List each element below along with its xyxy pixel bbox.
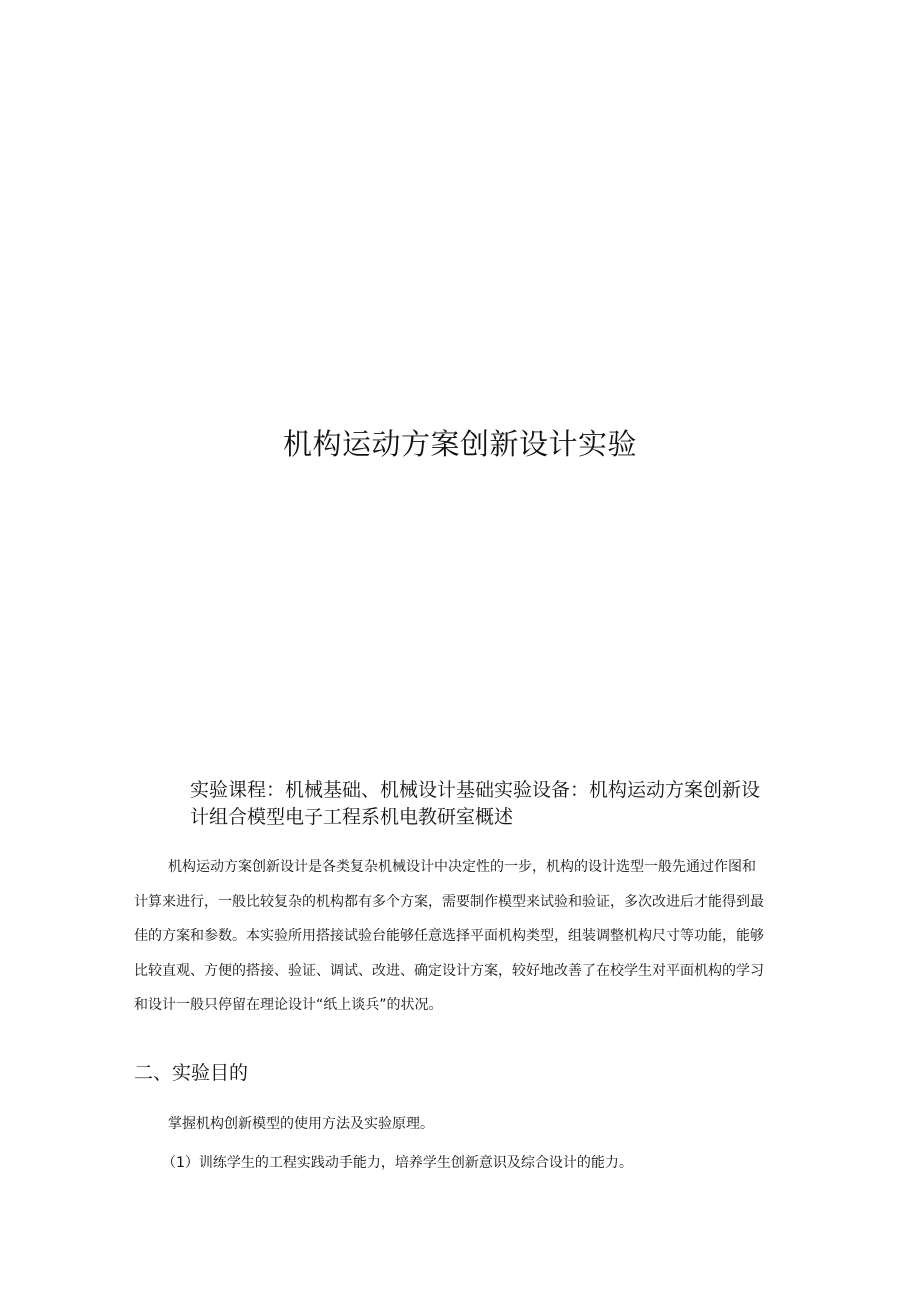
overview-line: 计算来进行，一般比较复杂的机构都有多个方案，需要制作模型来试验和验证，多次改进后才能得到最	[134, 893, 764, 910]
overview-line: 佳的方案和参数。本实验所用搭接试验台能够任意选择平面机构类型，组装调整机构尺寸等功能，能够	[134, 928, 764, 944]
course-info-line: 实验课程：机械基础、机械设计基础实验设备：机构运动方案创新设	[190, 779, 761, 801]
course-info-line: 计组合模型电子工程系机电教研室概述	[190, 806, 514, 828]
course-info	[190, 777, 790, 831]
overview-line: 比较直观、方便的搭接、验证、调试、改进、确定设计方案，较好地改善了在校学生对平面机构的学习	[134, 962, 764, 979]
overview-paragraph	[134, 850, 794, 1023]
purpose-line: 掌握机构创新模型的使用方法及实验原理。	[168, 1116, 434, 1132]
overview-line: 和设计一般只停留在理论设计“纸上谈兵”的状况。	[134, 997, 443, 1013]
section-heading: 二、实验目的	[134, 1062, 249, 1084]
document-title: 机构运动方案创新设计实验	[282, 427, 637, 461]
purpose-line: （1）训练学生的工程实践动手能力，培养学生创新意识及综合设计的能力。	[162, 1155, 633, 1171]
overview-line: 机构运动方案创新设计是各类复杂机械设计中决定性的一步，机构的设计选型一般先通过作图和	[168, 859, 756, 875]
